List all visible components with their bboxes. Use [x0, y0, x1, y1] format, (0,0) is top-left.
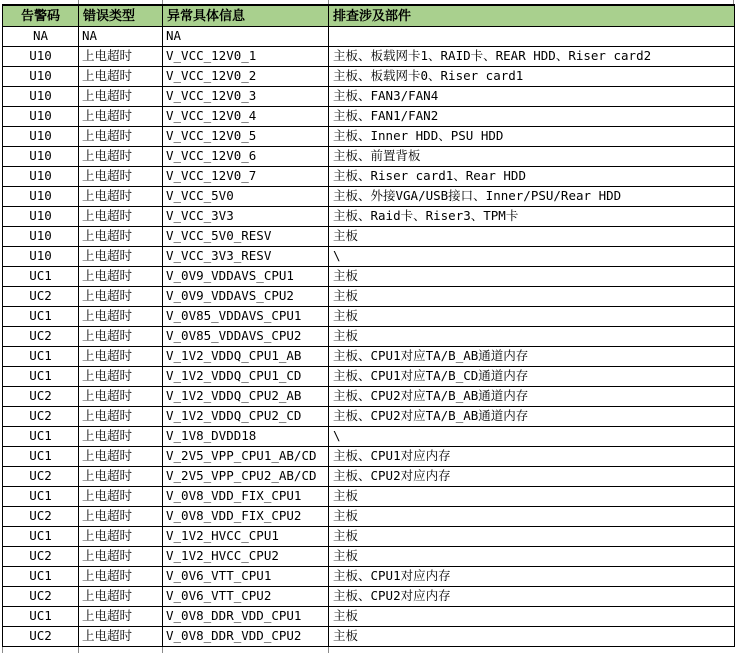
- cell-signal-name[interactable]: NA: [163, 27, 329, 47]
- cell-parts[interactable]: 主板: [329, 627, 735, 647]
- cell-error-type[interactable]: 上电超时: [79, 267, 163, 287]
- cell-error-type[interactable]: 上电超时: [79, 127, 163, 147]
- cell-error-type[interactable]: 上电超时: [79, 467, 163, 487]
- cell-signal-name[interactable]: V_1V2_VDDQ_CPU1_AB: [163, 347, 329, 367]
- cell-parts[interactable]: 主板、CPU1对应TA/B_CD通道内存: [329, 367, 735, 387]
- cell-parts[interactable]: 主板、Inner HDD、PSU HDD: [329, 127, 735, 147]
- cell-alarm-code[interactable]: UC1: [3, 347, 79, 367]
- cell-error-type[interactable]: 上电超时: [79, 407, 163, 427]
- cell-parts[interactable]: \: [329, 247, 735, 267]
- cell-alarm-code[interactable]: U10: [3, 147, 79, 167]
- cell-alarm-code[interactable]: UC2: [3, 287, 79, 307]
- cell-alarm-code[interactable]: NA: [3, 27, 79, 47]
- gridline-stub: [78, 646, 79, 653]
- cell-signal-name[interactable]: V_VCC_12V0_1: [163, 47, 329, 67]
- table-header: [3, 5, 735, 27]
- cell-error-type[interactable]: 上电超时: [79, 247, 163, 267]
- cell-alarm-code[interactable]: U10: [3, 47, 79, 67]
- cell-alarm-code[interactable]: U10: [3, 207, 79, 227]
- cell-parts[interactable]: \: [329, 427, 735, 447]
- cell-alarm-code[interactable]: U10: [3, 107, 79, 127]
- cell-parts[interactable]: 主板、板载网卡0、Riser card1: [329, 67, 735, 87]
- table-row: [3, 327, 735, 347]
- table-row: [3, 427, 735, 447]
- cell-signal-name[interactable]: V_1V8_DVDD18: [163, 427, 329, 447]
- cell-signal-name[interactable]: V_0V9_VDDAVS_CPU1: [163, 267, 329, 287]
- cell-parts[interactable]: 主板、CPU1对应内存: [329, 567, 735, 587]
- cell-error-type[interactable]: 上电超时: [79, 567, 163, 587]
- table-row: [3, 487, 735, 507]
- cell-parts[interactable]: 主板: [329, 267, 735, 287]
- cell-signal-name[interactable]: V_VCC_5V0_RESV: [163, 227, 329, 247]
- cell-alarm-code[interactable]: UC2: [3, 587, 79, 607]
- cell-parts[interactable]: 主板、CPU2对应内存: [329, 587, 735, 607]
- table-row: [3, 187, 735, 207]
- cell-error-type[interactable]: 上电超时: [79, 107, 163, 127]
- gridline-stub: [2, 646, 3, 653]
- cell-error-type[interactable]: 上电超时: [79, 347, 163, 367]
- cell-alarm-code[interactable]: U10: [3, 127, 79, 147]
- cell-alarm-code[interactable]: UC2: [3, 467, 79, 487]
- table-row: [3, 227, 735, 247]
- cell-signal-name[interactable]: V_0V8_DDR_VDD_CPU1: [163, 607, 329, 627]
- table-row: [3, 367, 735, 387]
- cell-signal-name[interactable]: V_VCC_3V3_RESV: [163, 247, 329, 267]
- cell-alarm-code[interactable]: U10: [3, 167, 79, 187]
- cell-error-type[interactable]: 上电超时: [79, 207, 163, 227]
- cell-parts[interactable]: 主板、CPU1对应TA/B_AB通道内存: [329, 347, 735, 367]
- cell-error-type[interactable]: 上电超时: [79, 67, 163, 87]
- cell-signal-name[interactable]: V_2V5_VPP_CPU1_AB/CD: [163, 447, 329, 467]
- table-row: [3, 167, 735, 187]
- cell-signal-name[interactable]: V_0V85_VDDAVS_CPU2: [163, 327, 329, 347]
- cell-error-type[interactable]: 上电超时: [79, 287, 163, 307]
- cell-error-type[interactable]: 上电超时: [79, 487, 163, 507]
- cell-error-type[interactable]: 上电超时: [79, 527, 163, 547]
- cell-error-type[interactable]: 上电超时: [79, 507, 163, 527]
- cell-parts[interactable]: [329, 27, 735, 47]
- cell-signal-name[interactable]: V_0V6_VTT_CPU2: [163, 587, 329, 607]
- cell-alarm-code[interactable]: UC2: [3, 327, 79, 347]
- table-row: [3, 507, 735, 527]
- cell-signal-name[interactable]: V_0V85_VDDAVS_CPU1: [163, 307, 329, 327]
- table-row: [3, 67, 735, 87]
- cell-signal-name[interactable]: V_1V2_HVCC_CPU1: [163, 527, 329, 547]
- cell-error-type[interactable]: 上电超时: [79, 147, 163, 167]
- power-alarm-table: [2, 4, 735, 647]
- col-header-alarm-code[interactable]: 告警码: [3, 5, 79, 27]
- cell-signal-name[interactable]: V_1V2_HVCC_CPU2: [163, 547, 329, 567]
- table-row: [3, 567, 735, 587]
- cell-signal-name[interactable]: V_2V5_VPP_CPU2_AB/CD: [163, 467, 329, 487]
- cell-parts[interactable]: 主板、CPU2对应内存: [329, 467, 735, 487]
- cell-alarm-code[interactable]: U10: [3, 187, 79, 207]
- cell-error-type[interactable]: 上电超时: [79, 447, 163, 467]
- cell-error-type[interactable]: 上电超时: [79, 87, 163, 107]
- cell-parts[interactable]: 主板、FAN1/FAN2: [329, 107, 735, 127]
- cell-parts[interactable]: 主板: [329, 307, 735, 327]
- cell-signal-name[interactable]: V_VCC_12V0_4: [163, 107, 329, 127]
- cell-parts[interactable]: 主板、外接VGA/USB接口、Inner/PSU/Rear HDD: [329, 187, 735, 207]
- cell-parts[interactable]: 主板、CPU2对应TA/B_AB通道内存: [329, 407, 735, 427]
- table-row: [3, 467, 735, 487]
- cell-error-type[interactable]: 上电超时: [79, 167, 163, 187]
- cell-signal-name[interactable]: V_0V8_VDD_FIX_CPU2: [163, 507, 329, 527]
- table-row: [3, 147, 735, 167]
- cell-signal-name[interactable]: V_VCC_12V0_7: [163, 167, 329, 187]
- cell-alarm-code[interactable]: UC1: [3, 307, 79, 327]
- cell-parts[interactable]: 主板、Riser card1、Rear HDD: [329, 167, 735, 187]
- table-row: [3, 627, 735, 647]
- table-row: [3, 107, 735, 127]
- table-row: [3, 87, 735, 107]
- cell-parts[interactable]: 主板、CPU1对应内存: [329, 447, 735, 467]
- cell-alarm-code[interactable]: UC1: [3, 607, 79, 627]
- cell-signal-name[interactable]: V_1V2_VDDQ_CPU1_CD: [163, 367, 329, 387]
- cell-parts[interactable]: 主板: [329, 487, 735, 507]
- gridline-stub: [162, 646, 163, 653]
- table-row: [3, 547, 735, 567]
- cell-error-type[interactable]: 上电超时: [79, 607, 163, 627]
- cell-error-type[interactable]: 上电超时: [79, 627, 163, 647]
- cell-signal-name[interactable]: V_0V6_VTT_CPU1: [163, 567, 329, 587]
- cell-error-type[interactable]: 上电超时: [79, 187, 163, 207]
- table-row: [3, 527, 735, 547]
- cell-alarm-code[interactable]: UC2: [3, 547, 79, 567]
- cell-parts[interactable]: 主板: [329, 227, 735, 247]
- cell-parts[interactable]: 主板: [329, 507, 735, 527]
- cell-signal-name[interactable]: V_0V8_DDR_VDD_CPU2: [163, 627, 329, 647]
- col-header-signal-name[interactable]: 异常具体信息: [163, 5, 329, 27]
- cell-error-type[interactable]: 上电超时: [79, 387, 163, 407]
- cell-parts[interactable]: 主板、前置背板: [329, 147, 735, 167]
- cell-alarm-code[interactable]: U10: [3, 247, 79, 267]
- cell-signal-name[interactable]: V_VCC_12V0_2: [163, 67, 329, 87]
- table-row: [3, 587, 735, 607]
- cell-parts[interactable]: 主板、FAN3/FAN4: [329, 87, 735, 107]
- table-row: [3, 47, 735, 67]
- cell-alarm-code[interactable]: UC2: [3, 627, 79, 647]
- cell-parts[interactable]: 主板: [329, 547, 735, 567]
- cell-parts[interactable]: 主板: [329, 607, 735, 627]
- cell-signal-name[interactable]: V_VCC_3V3: [163, 207, 329, 227]
- cell-signal-name[interactable]: V_VCC_5V0: [163, 187, 329, 207]
- table-row: [3, 387, 735, 407]
- table-row: [3, 267, 735, 287]
- cell-signal-name[interactable]: V_0V9_VDDAVS_CPU2: [163, 287, 329, 307]
- table-row: [3, 27, 735, 47]
- cell-alarm-code[interactable]: UC2: [3, 387, 79, 407]
- cell-alarm-code[interactable]: UC1: [3, 447, 79, 467]
- cell-error-type[interactable]: 上电超时: [79, 587, 163, 607]
- cell-alarm-code[interactable]: UC2: [3, 407, 79, 427]
- cell-parts[interactable]: 主板: [329, 287, 735, 307]
- cell-alarm-code[interactable]: UC1: [3, 567, 79, 587]
- table-row: [3, 347, 735, 367]
- cell-alarm-code[interactable]: UC1: [3, 487, 79, 507]
- cell-error-type[interactable]: 上电超时: [79, 367, 163, 387]
- cell-alarm-code[interactable]: UC2: [3, 507, 79, 527]
- cell-alarm-code[interactable]: UC1: [3, 527, 79, 547]
- table-row: [3, 247, 735, 267]
- cell-alarm-code[interactable]: U10: [3, 87, 79, 107]
- cell-error-type[interactable]: 上电超时: [79, 327, 163, 347]
- cell-parts[interactable]: 主板: [329, 327, 735, 347]
- cell-error-type[interactable]: NA: [79, 27, 163, 47]
- cell-alarm-code[interactable]: UC1: [3, 427, 79, 447]
- table-row: [3, 607, 735, 627]
- cell-signal-name[interactable]: V_VCC_12V0_5: [163, 127, 329, 147]
- cell-error-type[interactable]: 上电超时: [79, 427, 163, 447]
- cell-error-type[interactable]: 上电超时: [79, 307, 163, 327]
- table-row: [3, 307, 735, 327]
- cell-alarm-code[interactable]: UC1: [3, 267, 79, 287]
- table-row: [3, 287, 735, 307]
- cell-signal-name[interactable]: V_VCC_12V0_6: [163, 147, 329, 167]
- table-row: [3, 207, 735, 227]
- table-row: [3, 127, 735, 147]
- cell-signal-name[interactable]: V_0V8_VDD_FIX_CPU1: [163, 487, 329, 507]
- cell-parts[interactable]: 主板、板载网卡1、RAID卡、REAR HDD、Riser card2: [329, 47, 735, 67]
- cell-error-type[interactable]: 上电超时: [79, 47, 163, 67]
- cell-parts[interactable]: 主板、Raid卡、Riser3、TPM卡: [329, 207, 735, 227]
- col-header-parts[interactable]: 排查涉及部件: [329, 5, 735, 27]
- cell-alarm-code[interactable]: UC1: [3, 367, 79, 387]
- cell-signal-name[interactable]: V_1V2_VDDQ_CPU2_CD: [163, 407, 329, 427]
- cell-signal-name[interactable]: V_VCC_12V0_3: [163, 87, 329, 107]
- table-body: [3, 27, 735, 647]
- col-header-error-type[interactable]: 错误类型: [79, 5, 163, 27]
- table-row: [3, 407, 735, 427]
- header-row: [3, 5, 735, 27]
- table-row: [3, 447, 735, 467]
- cell-parts[interactable]: 主板、CPU2对应TA/B_AB通道内存: [329, 387, 735, 407]
- cell-signal-name[interactable]: V_1V2_VDDQ_CPU2_AB: [163, 387, 329, 407]
- cell-error-type[interactable]: 上电超时: [79, 547, 163, 567]
- cell-alarm-code[interactable]: U10: [3, 67, 79, 87]
- cell-alarm-code[interactable]: U10: [3, 227, 79, 247]
- gridline-stub: [328, 646, 329, 653]
- cell-error-type[interactable]: 上电超时: [79, 227, 163, 247]
- cell-parts[interactable]: 主板: [329, 527, 735, 547]
